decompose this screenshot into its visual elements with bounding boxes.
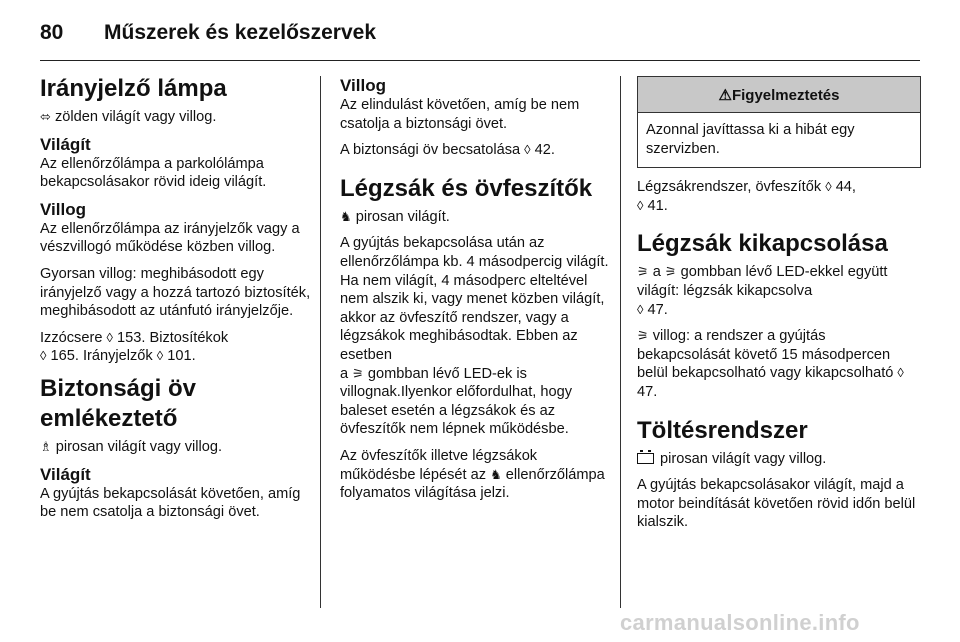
warning-box [637,76,921,168]
reference-arrow-icon: ◊ [156,348,164,364]
warning-header [638,77,920,113]
header-divider [40,60,920,61]
page-header [40,18,376,48]
reference-arrow-icon: ◊ [897,365,904,381]
watermark: carmanualsonline.info [620,610,860,635]
heading-turn-signal: Irányjelző lámpa [40,75,227,102]
turn-signal-text: ⬄ zölden világít vagy villog. [40,109,217,125]
charging-body-text: A gyújtás bekapcsolásakor világít, majd a motor beindítását követően rövid időn belül kialszik. [637,477,916,531]
column-divider-2 [620,76,621,608]
turn-signal-icon: ⬄ [40,109,51,124]
warning-body: Azonnal javíttassa ki a hibát egy szervizben. [646,122,855,157]
column-3 [637,72,921,540]
flashing-2-text: Az elindulást követően, amíg be nem csatolja a biztonsági övet. [340,97,580,132]
heading-seatbelt-reminder: Biztonsági öv emlékeztető [40,374,197,432]
reference-arrow-icon: ◊ [825,179,832,195]
heading-lights-2: Világít [40,464,91,484]
airbag-text: ♞ pirosan világít. [340,208,450,225]
battery-icon [637,453,654,464]
reference-arrow-icon: ◊ [524,142,531,158]
heading-airbag-deactivation: Légzsák kikapcsolása [637,230,888,258]
airbag-icon: ♞ [490,466,502,482]
heading-flashing: Villog [40,199,86,219]
reference-arrow-icon: ◊ [637,301,644,317]
charging-text: pirosan világít vagy villog. [637,450,921,469]
reference-arrow-icon: ◊ [637,197,644,213]
deactivation-text: ⚞ a ⚞ gombban lévő LED-ekkel együtt világít: légzsák kikapcsolva ◊ 47. [637,264,888,318]
seatbelt-icon: ♗ [40,438,52,454]
warning-icon: ⚠ [718,87,732,104]
airbag-off-icon: ⚞ [637,328,649,344]
airbag-deploy-text: Az övfeszítők illetve légzsákok működésbe lépését az ♞ ellenőrzőlámpa folyamatos világítása jelzi. [340,447,605,502]
warning-title: Figyelmeztetés [731,87,840,104]
airbag-led-text: a ⚞ gombban lévő LED-ek is villognak.Ilyenkor előfordulhat, hogy baleset esetén a légzsákok és az övfeszítők nem lépnek működésbe. [340,365,573,438]
heading-charging-system: Töltésrendszer [637,416,808,444]
heading-lights: Világít [40,134,91,154]
seatbelt-reference: A biztonsági öv becsatolása ◊ 42. [340,142,555,159]
airbag-off-icon: ⚞ [352,365,364,381]
airbag-off-icon: ⚞ [637,264,649,280]
column-1 [40,72,312,530]
fast-flashing-text: Gyorsan villog: meghibásodott egy irányjelző vagy a hozzá tartozó biztosíték, meghibásodott az utánfutó irányjelzője. [40,265,311,320]
airbag-system-reference: Légzsákrendszer, övfeszítők ◊ 44, ◊ 41. [637,179,856,214]
flashing-text: Az ellenőrzőlámpa az irányjelzők vagy a vészvillogó működése közben villog. [40,220,300,256]
column-divider-1 [320,76,321,608]
airbag-body-text: A gyújtás bekapcsolása után az ellenőrzőlámpa kb. 4 másodpercig világít. Ha nem világít, 4 másodperc elteltével nem alszik ki, vagy menet közben világít, akkor az övfeszítő rendszer, vagy a légzsákok meghibásodtak. Ebben az esetben [340,235,609,363]
lights-text: Az ellenőrzőlámpa a parkolólámpa bekapcsolásakor rövid ideig világít. [40,155,267,191]
airbag-icon: ♞ [340,208,352,224]
reference-arrow-icon: ◊ [106,329,113,345]
references-text: Izzócsere ◊ 153. Biztosítékok ◊ 165. Irányjelzők ◊ 101. [40,329,229,365]
lights-2-text: A gyújtás bekapcsolását követően, amíg be nem csatolja a biztonsági övet. [40,485,301,521]
reference-arrow-icon: ◊ [40,348,47,364]
seatbelt-text: ♗ pirosan világít vagy villog. [40,438,222,455]
heading-flashing-2: Villog [340,76,386,95]
page-number: 80 [40,21,64,44]
heading-airbag: Légzsák és övfeszítők [340,174,593,202]
deactivation-blink-text: ⚞ villog: a rendszer a gyújtás bekapcsolását követő 15 másodpercen belül bekapcsolható vagy kikapcsolható ◊ 47. [637,328,904,400]
column-2 [340,72,610,511]
airbag-off-icon: ⚞ [664,264,677,280]
page-title: Műszerek és kezelőszervek [104,21,377,44]
